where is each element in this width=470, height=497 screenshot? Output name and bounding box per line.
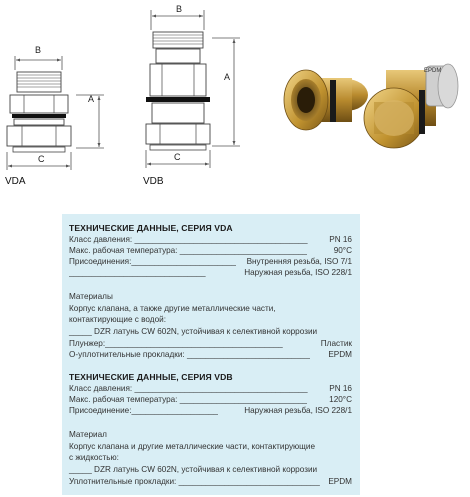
vda-pressure-label: Класс давления: ______________________________________ — [69, 235, 308, 244]
vda-oring-label: О-уплотнительные прокладки: ___________________________ — [69, 350, 310, 359]
vda-conn-row — [69, 257, 352, 267]
vda-mat-line1: Корпус клапана, а также другие металлические части, — [69, 304, 276, 313]
vda-mat-line3: _____ DZR латунь CW 602N, устойчивая к селективной коррозии — [69, 327, 318, 336]
spec-panel — [62, 214, 360, 495]
vda-plunger-value: Пластик — [320, 339, 352, 348]
vdb-seal-label: Уплотнительные прокладки: _______________________________ — [69, 477, 320, 486]
vda-title: ТЕХНИЧЕСКИЕ ДАННЫЕ, СЕРИЯ VDA — [69, 223, 233, 233]
vdb-mat-line1: Корпус клапана и другие металлические части, контактирующие — [69, 442, 316, 451]
vdb-model-label: VDB — [143, 176, 164, 187]
vda-materials-title: Материалы — [69, 292, 113, 301]
vda-conn2-label: ______________________________ — [69, 268, 206, 277]
vda-dim-c: C — [38, 154, 45, 164]
vda-temp-value: 90°C — [333, 246, 352, 255]
vda-temp-label: Макс. рабочая температура: ____________________________ — [69, 246, 308, 255]
vda-plunger-label: Плунжер:_______________________________________ — [69, 339, 283, 348]
vdb-conn-row — [69, 406, 352, 416]
vda-pressure-value: PN 16 — [329, 235, 352, 244]
vdb-temp-label: Макс. рабочая температура: ____________________________ — [69, 395, 308, 404]
vda-pressure-row — [69, 235, 352, 245]
vda-mat-line2: контактирующие с водой: — [69, 315, 166, 324]
vdb-drawing — [128, 0, 248, 192]
vdb-mat-line3: _____ DZR латунь CW 602N, устойчивая к селективной коррозии — [69, 465, 318, 474]
vdb-conn-value: Наружная резьба, ISO 228/1 — [244, 406, 352, 415]
vda-temp-row — [69, 246, 352, 256]
vda-plunger-row — [69, 339, 352, 349]
vdb-title: ТЕХНИЧЕСКИЕ ДАННЫЕ, СЕРИЯ VDB — [69, 372, 233, 382]
vdb-conn-label: Присоединение:___________________ — [69, 406, 218, 415]
vda-conn2-row — [69, 268, 352, 278]
vda-oring-value: EPDM — [328, 350, 352, 359]
vdb-temp-value: 120°C — [329, 395, 352, 404]
vda-dim-b: B — [35, 45, 42, 55]
vdb-seal-value: EPDM — [328, 477, 352, 486]
vdb-dim-b: B — [176, 4, 183, 14]
vdb-dim-a: A — [224, 72, 231, 82]
vdb-seal-row — [69, 477, 352, 487]
vdb-temp-row — [69, 395, 352, 405]
vdb-pressure-label: Класс давления: ______________________________________ — [69, 384, 308, 393]
vdb-dim-c: C — [174, 152, 181, 162]
vda-model-label: VDA — [5, 176, 26, 187]
photo-label: EPDM — [424, 68, 442, 74]
vda-drawing — [0, 30, 120, 190]
vda-conn-label: Присоединения:_______________________ — [69, 257, 237, 266]
vdb-mat-line2: с жидкостью: — [69, 453, 119, 462]
vda-conn-value: Внутренняя резьба, ISO 7/1 — [246, 257, 352, 266]
vda-oring-row — [69, 350, 352, 360]
vda-conn2-value: Наружная резьба, ISO 228/1 — [244, 268, 352, 277]
vdb-pressure-value: PN 16 — [329, 384, 352, 393]
vdb-pressure-row — [69, 384, 352, 394]
vda-dim-a: A — [88, 94, 95, 104]
vdb-materials-title: Материал — [69, 430, 107, 439]
